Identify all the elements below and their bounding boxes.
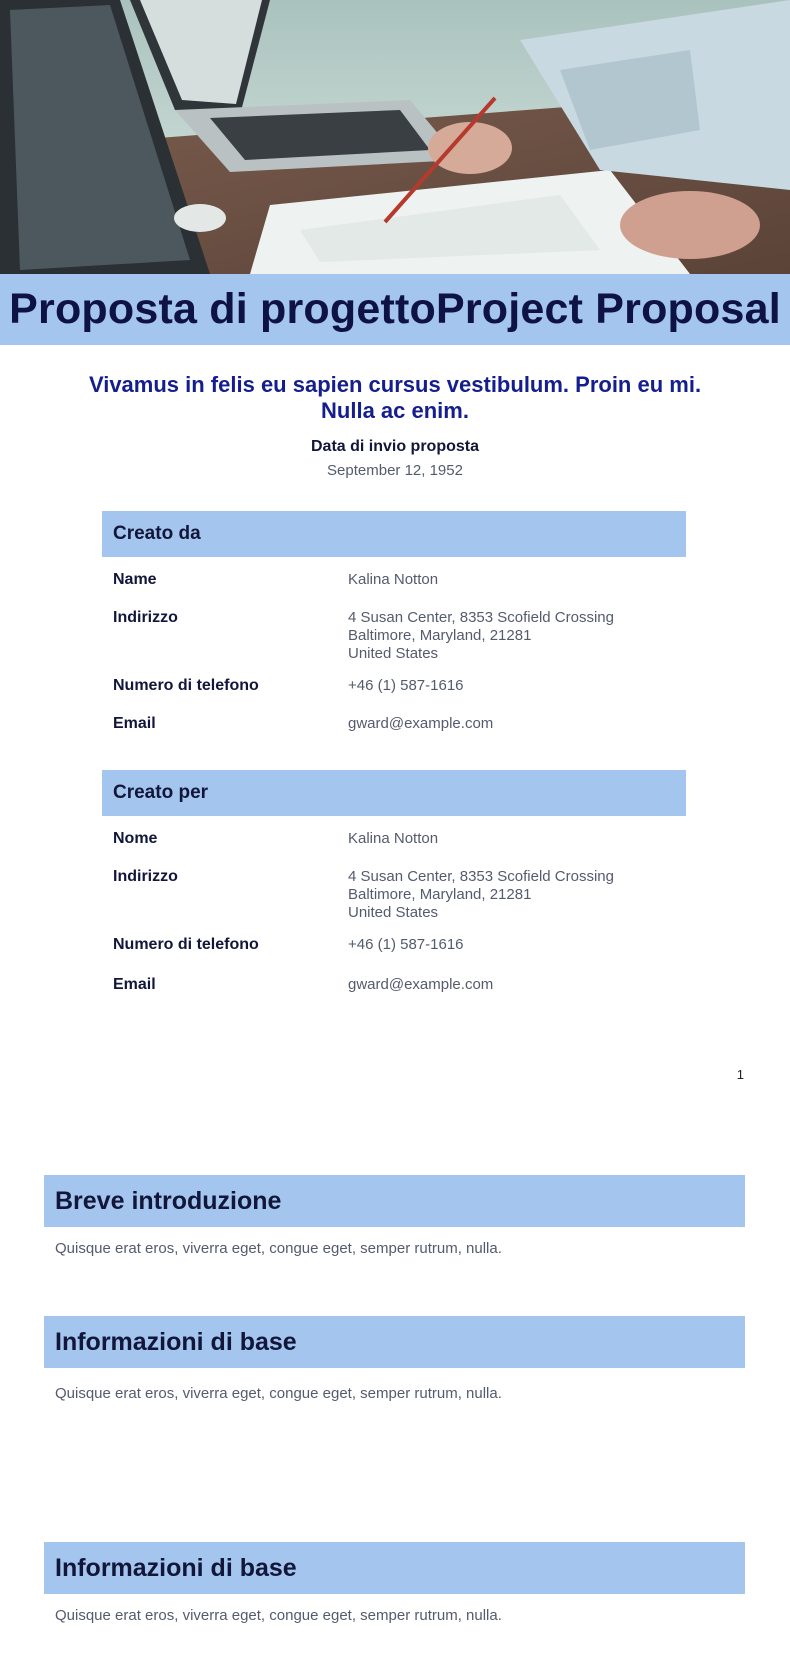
page-title: Proposta di progettoProject Proposal xyxy=(9,285,781,333)
field-label: Email xyxy=(113,715,156,732)
value-line: Baltimore, Maryland, 21281 xyxy=(348,886,532,903)
field-value xyxy=(348,715,493,733)
field-value xyxy=(348,936,464,954)
field-value xyxy=(348,571,438,589)
field-value xyxy=(348,677,464,695)
field-value xyxy=(348,830,438,848)
value-line: Baltimore, Maryland, 21281 xyxy=(348,627,532,644)
value-line: +46 (1) 587-1616 xyxy=(348,677,464,694)
section-text-intro: Quisque erat eros, viverra eget, congue eget, semper rutrum, nulla. xyxy=(55,1240,502,1257)
title-band xyxy=(0,274,790,345)
value-line: gward@example.com xyxy=(348,976,494,993)
value-line: 4 Susan Center, 8353 Scofield Crossing xyxy=(348,609,614,626)
field-label: Numero di telefono xyxy=(113,936,259,953)
submission-date-label: Data di invio proposta xyxy=(310,438,479,455)
created-by-heading: Creato da xyxy=(102,511,686,557)
submission-date-value: September 12, 1952 xyxy=(327,462,463,479)
field-value xyxy=(348,609,614,663)
field-value xyxy=(348,976,493,994)
value-line: Kalina Notton xyxy=(348,571,439,588)
hero-image xyxy=(0,0,790,274)
field-label: Name xyxy=(113,571,157,588)
page-number: 1 xyxy=(736,1067,744,1082)
section-heading-background-2: Informazioni di base xyxy=(44,1542,745,1594)
field-label: Indirizzo xyxy=(113,609,178,626)
field-label: Nome xyxy=(113,830,158,847)
field-label: Indirizzo xyxy=(113,868,178,885)
section-text-background: Quisque erat eros, viverra eget, congue eget, semper rutrum, nulla. xyxy=(55,1385,502,1402)
value-line: gward@example.com xyxy=(348,715,494,732)
value-line: United States xyxy=(348,904,439,921)
section-heading-intro: Breve introduzione xyxy=(44,1175,745,1227)
created-for-heading: Creato per xyxy=(102,770,686,816)
field-label: Numero di telefono xyxy=(113,677,259,694)
field-label: Email xyxy=(113,976,156,993)
section-heading-background: Informazioni di base xyxy=(44,1316,745,1368)
section-text-background-2: Quisque erat eros, viverra eget, congue eget, semper rutrum, nulla. xyxy=(55,1607,502,1624)
value-line: Kalina Notton xyxy=(348,830,439,847)
value-line: +46 (1) 587-1616 xyxy=(348,936,464,953)
subtitle: Vivamus in felis eu sapien cursus vestibulum. Proin eu mi. Nulla ac enim. xyxy=(88,372,702,423)
field-value xyxy=(348,868,614,922)
office-photo-illustration xyxy=(0,0,790,274)
value-line: United States xyxy=(348,645,439,662)
value-line: 4 Susan Center, 8353 Scofield Crossing xyxy=(348,868,614,885)
